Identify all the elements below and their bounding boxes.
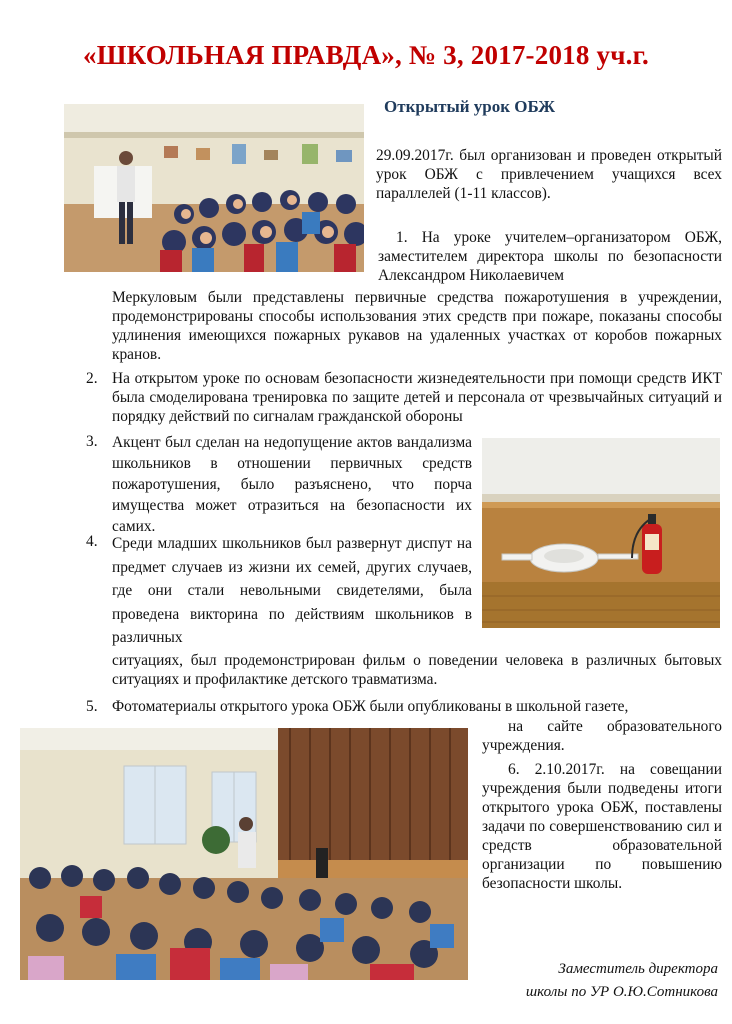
list-item-number: 5.	[86, 698, 98, 715]
list-item-number: 3.	[86, 433, 98, 450]
list-item-3	[86, 432, 472, 537]
list-item-4	[86, 532, 472, 650]
article-intro: 29.09.2017г. был организован и проведен открытый урок ОБЖ с привлечением учащихся всех параллелей (1-11 классов).	[376, 147, 722, 202]
author-signature	[526, 958, 718, 1004]
signature-name: школы по УР О.Ю.Сотникова	[525, 984, 718, 1000]
signature-position: Заместитель директора	[558, 961, 718, 977]
photo-assembly-students	[20, 728, 468, 980]
list-item-number: 1.	[396, 229, 408, 246]
list-item-number: 6.	[508, 761, 520, 778]
list-item-text	[482, 760, 722, 893]
list-item-number: 2.	[86, 370, 98, 387]
list-item-text: Фотоматериалы открытого урока ОБЖ были опубликованы в школьной газете,	[112, 698, 629, 715]
list-item-5-continued: на сайте образовательного учреждения.	[482, 718, 722, 754]
list-item-6	[482, 760, 722, 893]
list-item-4-continued: ситуациях, был продемонстрирован фильм о поведении человека в различных бытовых ситуациях и профилактике детского травматизма.	[112, 652, 722, 688]
list-item-text: На открытом уроке по основам безопасности жизнедеятельности при помощи средств ИКТ была смоделирована тренировка по защите детей и персонала от чрезвычайных ситуаций и порядку действий по сигналам гражданской обороны	[112, 370, 722, 425]
list-item-2	[86, 369, 722, 426]
list-item-text: На уроке учителем–организатором ОБЖ, заместителем директора школы по безопасности Александром Николаевичем	[378, 229, 722, 284]
photo-lesson-hall	[64, 104, 364, 272]
list-item-body: 2.10.2017г. на совещании учреждения были подведены итоги открытого урока ОБЖ, поставлены задачи по совершенствованию сил и средств образовательной организации по повышению безопасности школы.	[482, 761, 722, 892]
article-title: Открытый урок ОБЖ	[384, 97, 556, 116]
list-item-number: 4.	[86, 533, 98, 550]
list-item-text: Акцент был сделан на недопущение актов вандализма школьников в отношении первичных средств пожаротушения, было разъяснено, что порча имущества может отразиться на безопасности их самих.	[112, 434, 472, 535]
list-item-1	[378, 228, 722, 285]
list-item-5	[86, 697, 722, 716]
photo-fire-extinguisher	[482, 438, 720, 628]
newspaper-masthead: «ШКОЛЬНАЯ ПРАВДА», № 3, 2017-2018 уч.г.	[83, 40, 649, 70]
list-item-text: Среди младших школьников был развернут диспут на предмет случаев из жизни их семей, других случаев, где они стали невольными свидетелями, была проведена викторина по действиям школьников в различных	[112, 535, 472, 646]
list-item-1-continued: Меркуловым были представлены первичные средства пожаротушения в учреждении, продемонстрированы способы использования этих средств при пожаре, показаны способы удлинения имеющихся пожарных рукавов на удаленных участках от коробов пожарных кранов.	[112, 289, 722, 363]
